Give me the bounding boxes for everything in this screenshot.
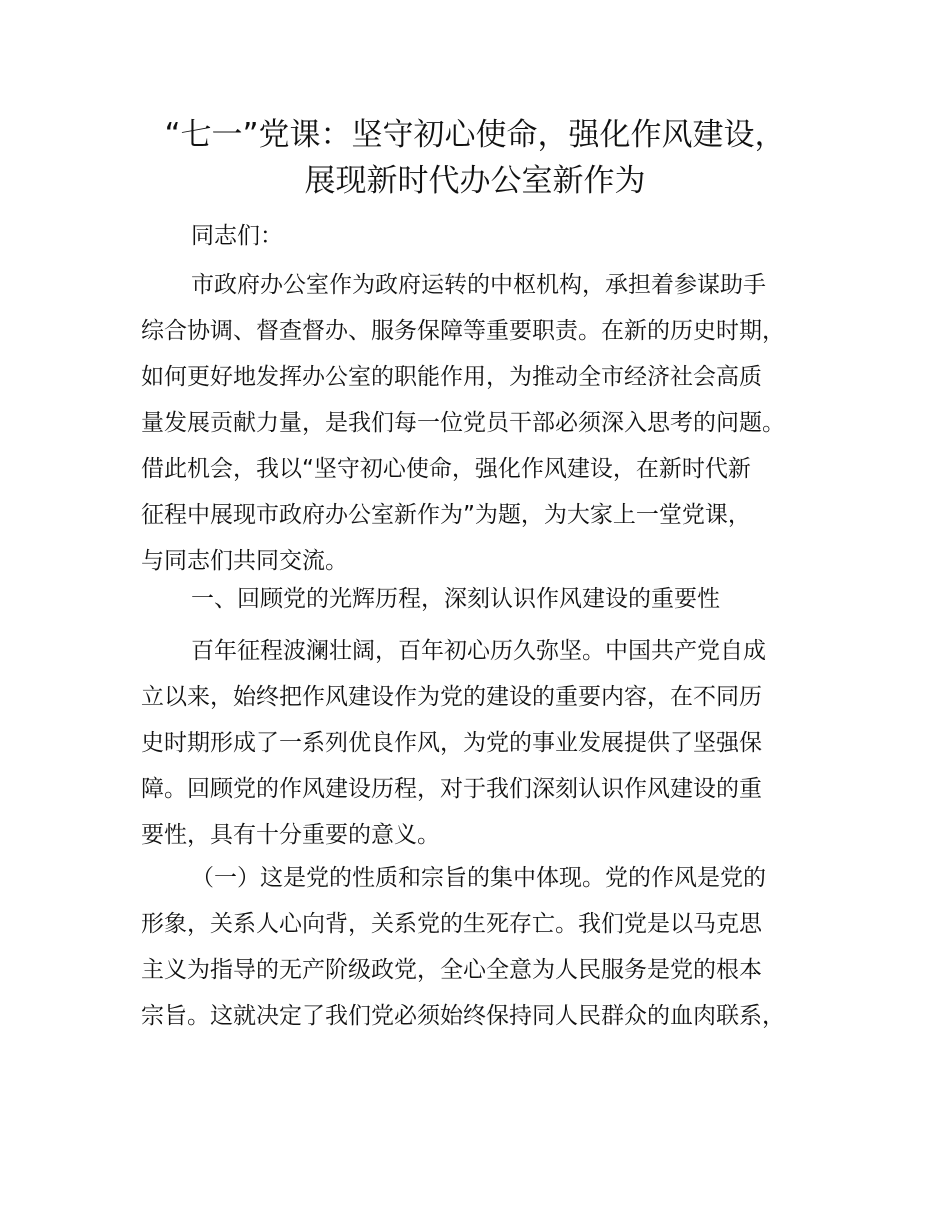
salutation-text: 同志们：	[191, 223, 283, 249]
paragraph-line: 障。回顾党的作风建设历程，对于我们深刻认识作风建设的重	[141, 776, 762, 802]
paragraph-intro	[141, 262, 841, 584]
section-heading-text: 一、回顾党的光辉历程，深刻认识作风建设的重要性	[191, 586, 720, 612]
paragraph-line: 借此机会，我以“坚守初心使命，强化作风建设，在新时代新	[141, 456, 751, 482]
paragraph-line: 征程中展现市政府办公室新作为”为题，为大家上一堂党课，	[141, 502, 751, 528]
paragraph-line: 综合协调、督查督办、服务保障等重要职责。在新的历史时期，	[141, 318, 785, 344]
paragraph-line: 宗旨。这就决定了我们党必须始终保持同人民群众的血肉联系，	[141, 1003, 785, 1029]
paragraph-nature	[141, 855, 841, 1039]
paragraph-line: 市政府办公室作为政府运转的中枢机构，承担着参谋助手	[191, 272, 766, 298]
document-title	[100, 112, 850, 204]
paragraph-line: 百年征程波澜壮阔，百年初心历久弥坚。中国共产党自成	[191, 638, 766, 664]
paragraph-history	[141, 628, 841, 858]
paragraph-line: 形象，关系人心向背，关系党的生死存亡。我们党是以马克思	[141, 911, 762, 937]
paragraph-line: 要性，具有十分重要的意义。	[141, 822, 440, 848]
section-heading-1	[141, 576, 841, 622]
title-line-1: “七一”党课：坚守初心使命，强化作风建设，	[164, 117, 786, 153]
paragraph-line: 量发展贡献力量，是我们每一位党员干部必须深入思考的问题。	[141, 410, 785, 436]
paragraph-line: 立以来，始终把作风建设作为党的建设的重要内容，在不同历	[141, 684, 762, 710]
title-line-2: 展现新时代办公室新作为	[304, 163, 646, 199]
paragraph-line: 主义为指导的无产阶级政党，全心全意为人民服务是党的根本	[141, 957, 762, 983]
paragraph-line: 史时期形成了一系列优良作风，为党的事业发展提供了坚强保	[141, 730, 762, 756]
salutation	[141, 213, 841, 259]
paragraph-line: 与同志们共同交流。	[141, 548, 348, 574]
paragraph-line: （一）这是党的性质和宗旨的集中体现。党的作风是党的	[191, 865, 766, 891]
paragraph-line: 如何更好地发挥办公室的职能作用，为推动全市经济社会高质	[141, 364, 762, 390]
